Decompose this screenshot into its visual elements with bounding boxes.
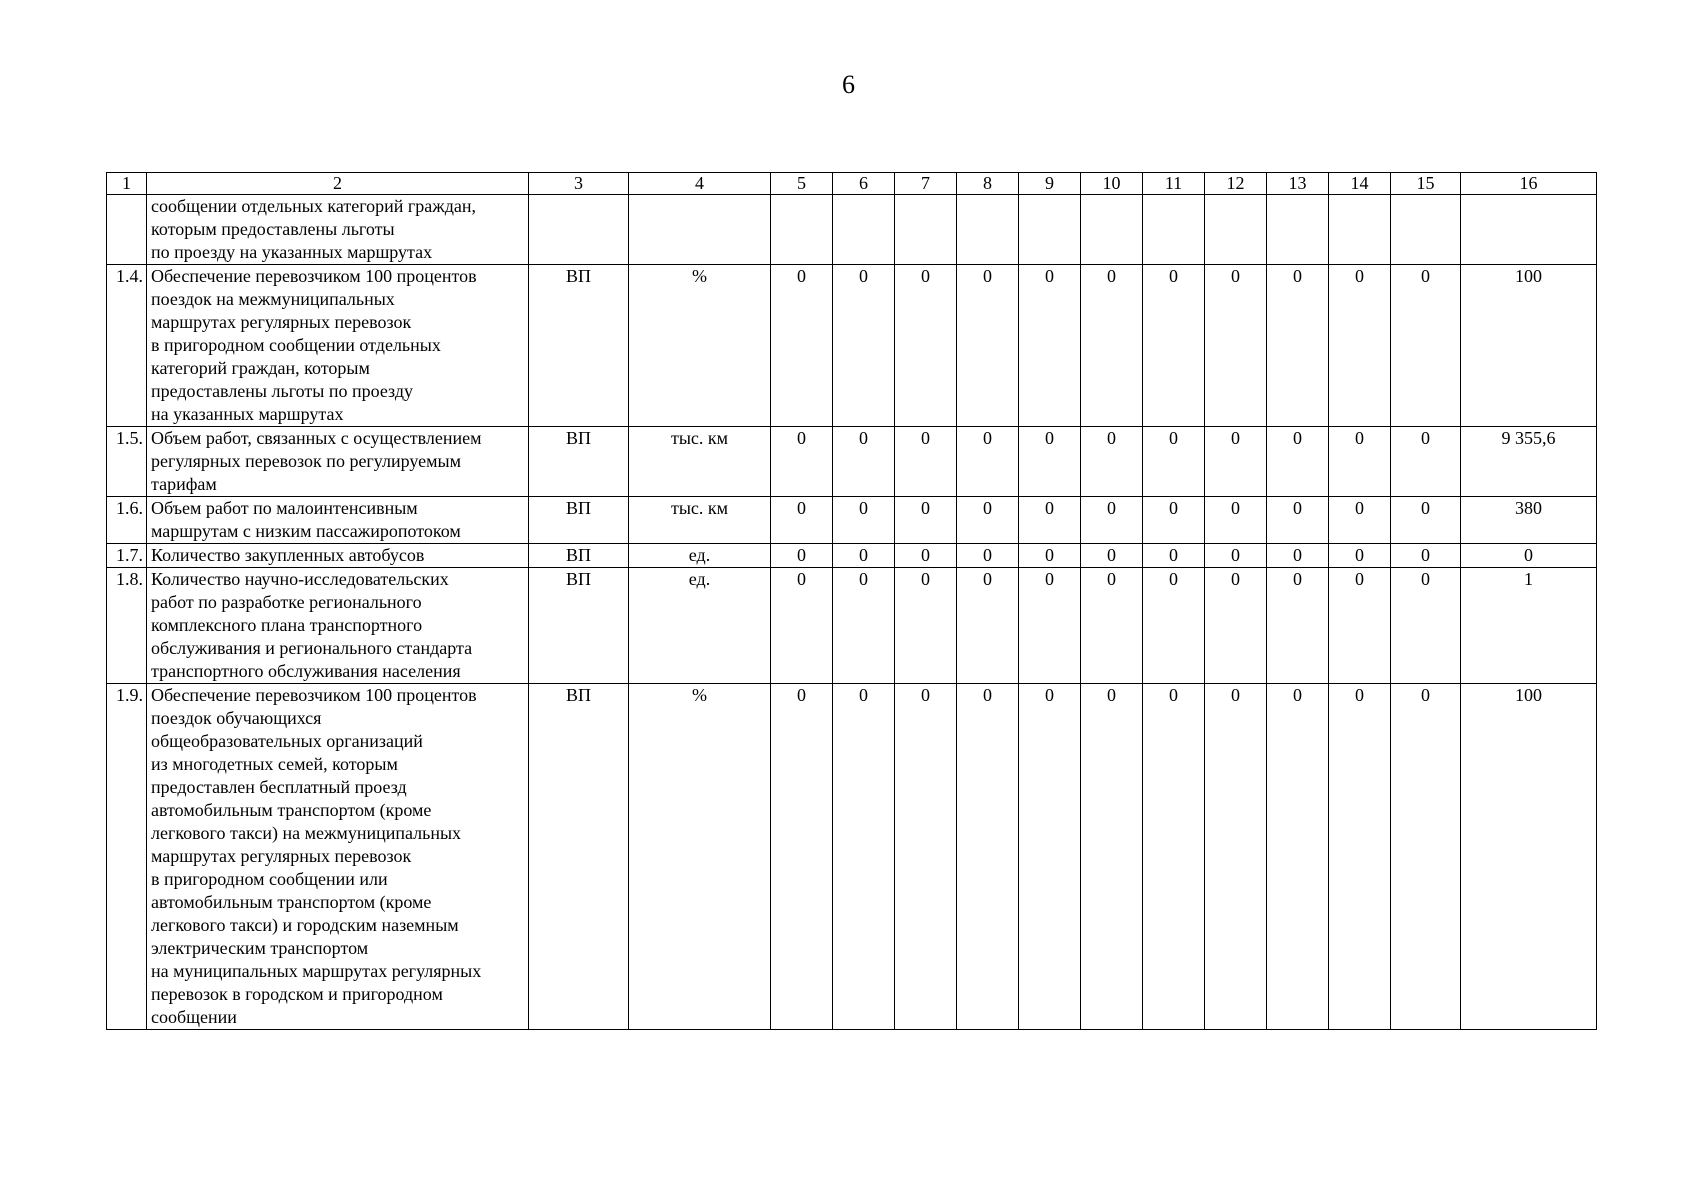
column-header: 3 xyxy=(529,173,629,195)
value-cell: 0 xyxy=(1391,265,1461,427)
value-cell: 0 xyxy=(1205,265,1267,427)
total-value-cell: 100 xyxy=(1461,265,1597,427)
value-cell xyxy=(1143,195,1205,265)
column-header: 6 xyxy=(833,173,895,195)
column-header: 14 xyxy=(1329,173,1391,195)
unit-cell: ед. xyxy=(629,568,771,684)
row-number-cell: 1.9. xyxy=(107,684,147,1030)
value-cell: 0 xyxy=(771,544,833,568)
value-cell: 0 xyxy=(833,427,895,497)
value-cell: 0 xyxy=(1081,497,1143,544)
value-cell: 0 xyxy=(1143,265,1205,427)
unit-cell xyxy=(629,195,771,265)
value-cell: 0 xyxy=(957,265,1019,427)
value-cell: 0 xyxy=(1081,427,1143,497)
value-cell: 0 xyxy=(1143,544,1205,568)
value-cell: 0 xyxy=(1391,427,1461,497)
page-number: 6 xyxy=(842,70,855,99)
value-cell: 0 xyxy=(1205,427,1267,497)
value-cell: 0 xyxy=(771,568,833,684)
value-cell: 0 xyxy=(895,684,957,1030)
column-header: 11 xyxy=(1143,173,1205,195)
value-cell: 0 xyxy=(1143,568,1205,684)
value-cell: 0 xyxy=(895,497,957,544)
column-header: 12 xyxy=(1205,173,1267,195)
value-cell: 0 xyxy=(1019,568,1081,684)
value-cell: 0 xyxy=(1267,427,1329,497)
column-header: 8 xyxy=(957,173,1019,195)
value-cell: 0 xyxy=(1329,684,1391,1030)
value-cell xyxy=(1019,195,1081,265)
value-cell: 0 xyxy=(1143,684,1205,1030)
total-value-cell: 380 xyxy=(1461,497,1597,544)
indicator-name-cell: Обеспечение перевозчиком 100 процентов поездок обучающихся общеобразовательных организаций из многодетных семей, которым предоставлен бесплатный проезд автомобильным транспортом (кроме легкового такси) на межмуниципальных маршрутах регулярных перевозок в пригородном сообщении или автомобильным транспортом (кроме легкового такси) и городским наземным электрическим транспортом на муниципальных маршрутах регулярных перевозок в городском и пригородном сообщении xyxy=(147,684,529,1030)
value-cell: 0 xyxy=(833,544,895,568)
unit-cell: ед. xyxy=(629,544,771,568)
value-cell: 0 xyxy=(1267,265,1329,427)
value-cell: 0 xyxy=(895,568,957,684)
value-cell: 0 xyxy=(771,265,833,427)
value-cell xyxy=(1205,195,1267,265)
value-cell: 0 xyxy=(895,544,957,568)
value-cell: 0 xyxy=(1391,568,1461,684)
value-cell: 0 xyxy=(1205,544,1267,568)
column-header: 4 xyxy=(629,173,771,195)
row-number-cell: 1.6. xyxy=(107,497,147,544)
value-cell xyxy=(833,195,895,265)
value-cell: 0 xyxy=(1019,427,1081,497)
indicator-name-cell: сообщении отдельных категорий граждан, которым предоставлены льготы по проезду на указанных маршрутах xyxy=(147,195,529,265)
indicator-type-cell: ВП xyxy=(529,427,629,497)
value-cell: 0 xyxy=(1329,544,1391,568)
value-cell: 0 xyxy=(1329,568,1391,684)
indicator-type-cell: ВП xyxy=(529,497,629,544)
table-row xyxy=(107,497,1597,544)
unit-cell: тыс. км xyxy=(629,497,771,544)
value-cell: 0 xyxy=(1205,568,1267,684)
indicator-name-cell: Количество закупленных автобусов xyxy=(147,544,529,568)
table-row xyxy=(107,544,1597,568)
value-cell: 0 xyxy=(1391,684,1461,1030)
value-cell: 0 xyxy=(1205,497,1267,544)
column-header: 1 xyxy=(107,173,147,195)
value-cell: 0 xyxy=(1019,497,1081,544)
value-cell: 0 xyxy=(1205,684,1267,1030)
indicator-name-cell: Обеспечение перевозчиком 100 процентов поездок на межмуниципальных маршрутах регулярных перевозок в пригородном сообщении отдельных категорий граждан, которым предоставлены льготы по проезду на указанных маршрутах xyxy=(147,265,529,427)
table-body xyxy=(107,173,1597,1030)
value-cell: 0 xyxy=(1329,265,1391,427)
indicators-table xyxy=(106,172,1597,1030)
total-value-cell: 1 xyxy=(1461,568,1597,684)
total-value-cell: 0 xyxy=(1461,544,1597,568)
total-value-cell: 100 xyxy=(1461,684,1597,1030)
indicator-name-cell: Объем работ по малоинтенсивным маршрутам с низким пассажиропотоком xyxy=(147,497,529,544)
column-header: 5 xyxy=(771,173,833,195)
table-row xyxy=(107,684,1597,1030)
value-cell: 0 xyxy=(1329,497,1391,544)
value-cell: 0 xyxy=(1019,265,1081,427)
value-cell xyxy=(1081,195,1143,265)
value-cell: 0 xyxy=(1267,684,1329,1030)
indicator-type-cell: ВП xyxy=(529,544,629,568)
unit-cell: тыс. км xyxy=(629,427,771,497)
value-cell: 0 xyxy=(895,427,957,497)
value-cell: 0 xyxy=(1081,568,1143,684)
value-cell: 0 xyxy=(1391,544,1461,568)
value-cell: 0 xyxy=(1081,684,1143,1030)
table-row xyxy=(107,265,1597,427)
row-number-cell xyxy=(107,195,147,265)
indicator-type-cell: ВП xyxy=(529,265,629,427)
total-value-cell: 9 355,6 xyxy=(1461,427,1597,497)
value-cell: 0 xyxy=(771,497,833,544)
unit-cell: % xyxy=(629,265,771,427)
indicator-type-cell: ВП xyxy=(529,568,629,684)
value-cell: 0 xyxy=(1143,497,1205,544)
value-cell: 0 xyxy=(1143,427,1205,497)
value-cell: 0 xyxy=(1391,497,1461,544)
value-cell xyxy=(957,195,1019,265)
column-header: 10 xyxy=(1081,173,1143,195)
value-cell xyxy=(1267,195,1329,265)
column-header: 16 xyxy=(1461,173,1597,195)
column-header: 15 xyxy=(1391,173,1461,195)
value-cell: 0 xyxy=(771,684,833,1030)
row-number-cell: 1.4. xyxy=(107,265,147,427)
row-number-cell: 1.7. xyxy=(107,544,147,568)
total-value-cell xyxy=(1461,195,1597,265)
value-cell: 0 xyxy=(957,427,1019,497)
value-cell: 0 xyxy=(833,684,895,1030)
table-row xyxy=(107,427,1597,497)
row-number-cell: 1.8. xyxy=(107,568,147,684)
value-cell: 0 xyxy=(1019,684,1081,1030)
value-cell: 0 xyxy=(1329,427,1391,497)
indicator-name-cell: Объем работ, связанных с осуществлением регулярных перевозок по регулируемым тарифам xyxy=(147,427,529,497)
indicator-name-cell: Количество научно-исследовательских работ по разработке регионального комплексного плана транспортного обслуживания и регионального стандарта транспортного обслуживания населения xyxy=(147,568,529,684)
value-cell: 0 xyxy=(957,544,1019,568)
value-cell: 0 xyxy=(1019,544,1081,568)
value-cell: 0 xyxy=(957,684,1019,1030)
value-cell xyxy=(1329,195,1391,265)
value-cell: 0 xyxy=(833,497,895,544)
value-cell xyxy=(771,195,833,265)
value-cell xyxy=(895,195,957,265)
column-header: 13 xyxy=(1267,173,1329,195)
value-cell: 0 xyxy=(1267,568,1329,684)
column-header: 9 xyxy=(1019,173,1081,195)
unit-cell: % xyxy=(629,684,771,1030)
value-cell: 0 xyxy=(833,265,895,427)
column-header: 7 xyxy=(895,173,957,195)
column-header: 2 xyxy=(147,173,529,195)
value-cell: 0 xyxy=(957,497,1019,544)
table-row xyxy=(107,195,1597,265)
value-cell xyxy=(1391,195,1461,265)
value-cell: 0 xyxy=(1081,544,1143,568)
table-row xyxy=(107,568,1597,684)
value-cell: 0 xyxy=(895,265,957,427)
value-cell: 0 xyxy=(833,568,895,684)
header-row xyxy=(107,173,1597,195)
value-cell: 0 xyxy=(1267,544,1329,568)
row-number-cell: 1.5. xyxy=(107,427,147,497)
value-cell: 0 xyxy=(1081,265,1143,427)
indicator-type-cell: ВП xyxy=(529,684,629,1030)
value-cell: 0 xyxy=(957,568,1019,684)
value-cell: 0 xyxy=(1267,497,1329,544)
indicator-type-cell xyxy=(529,195,629,265)
value-cell: 0 xyxy=(771,427,833,497)
